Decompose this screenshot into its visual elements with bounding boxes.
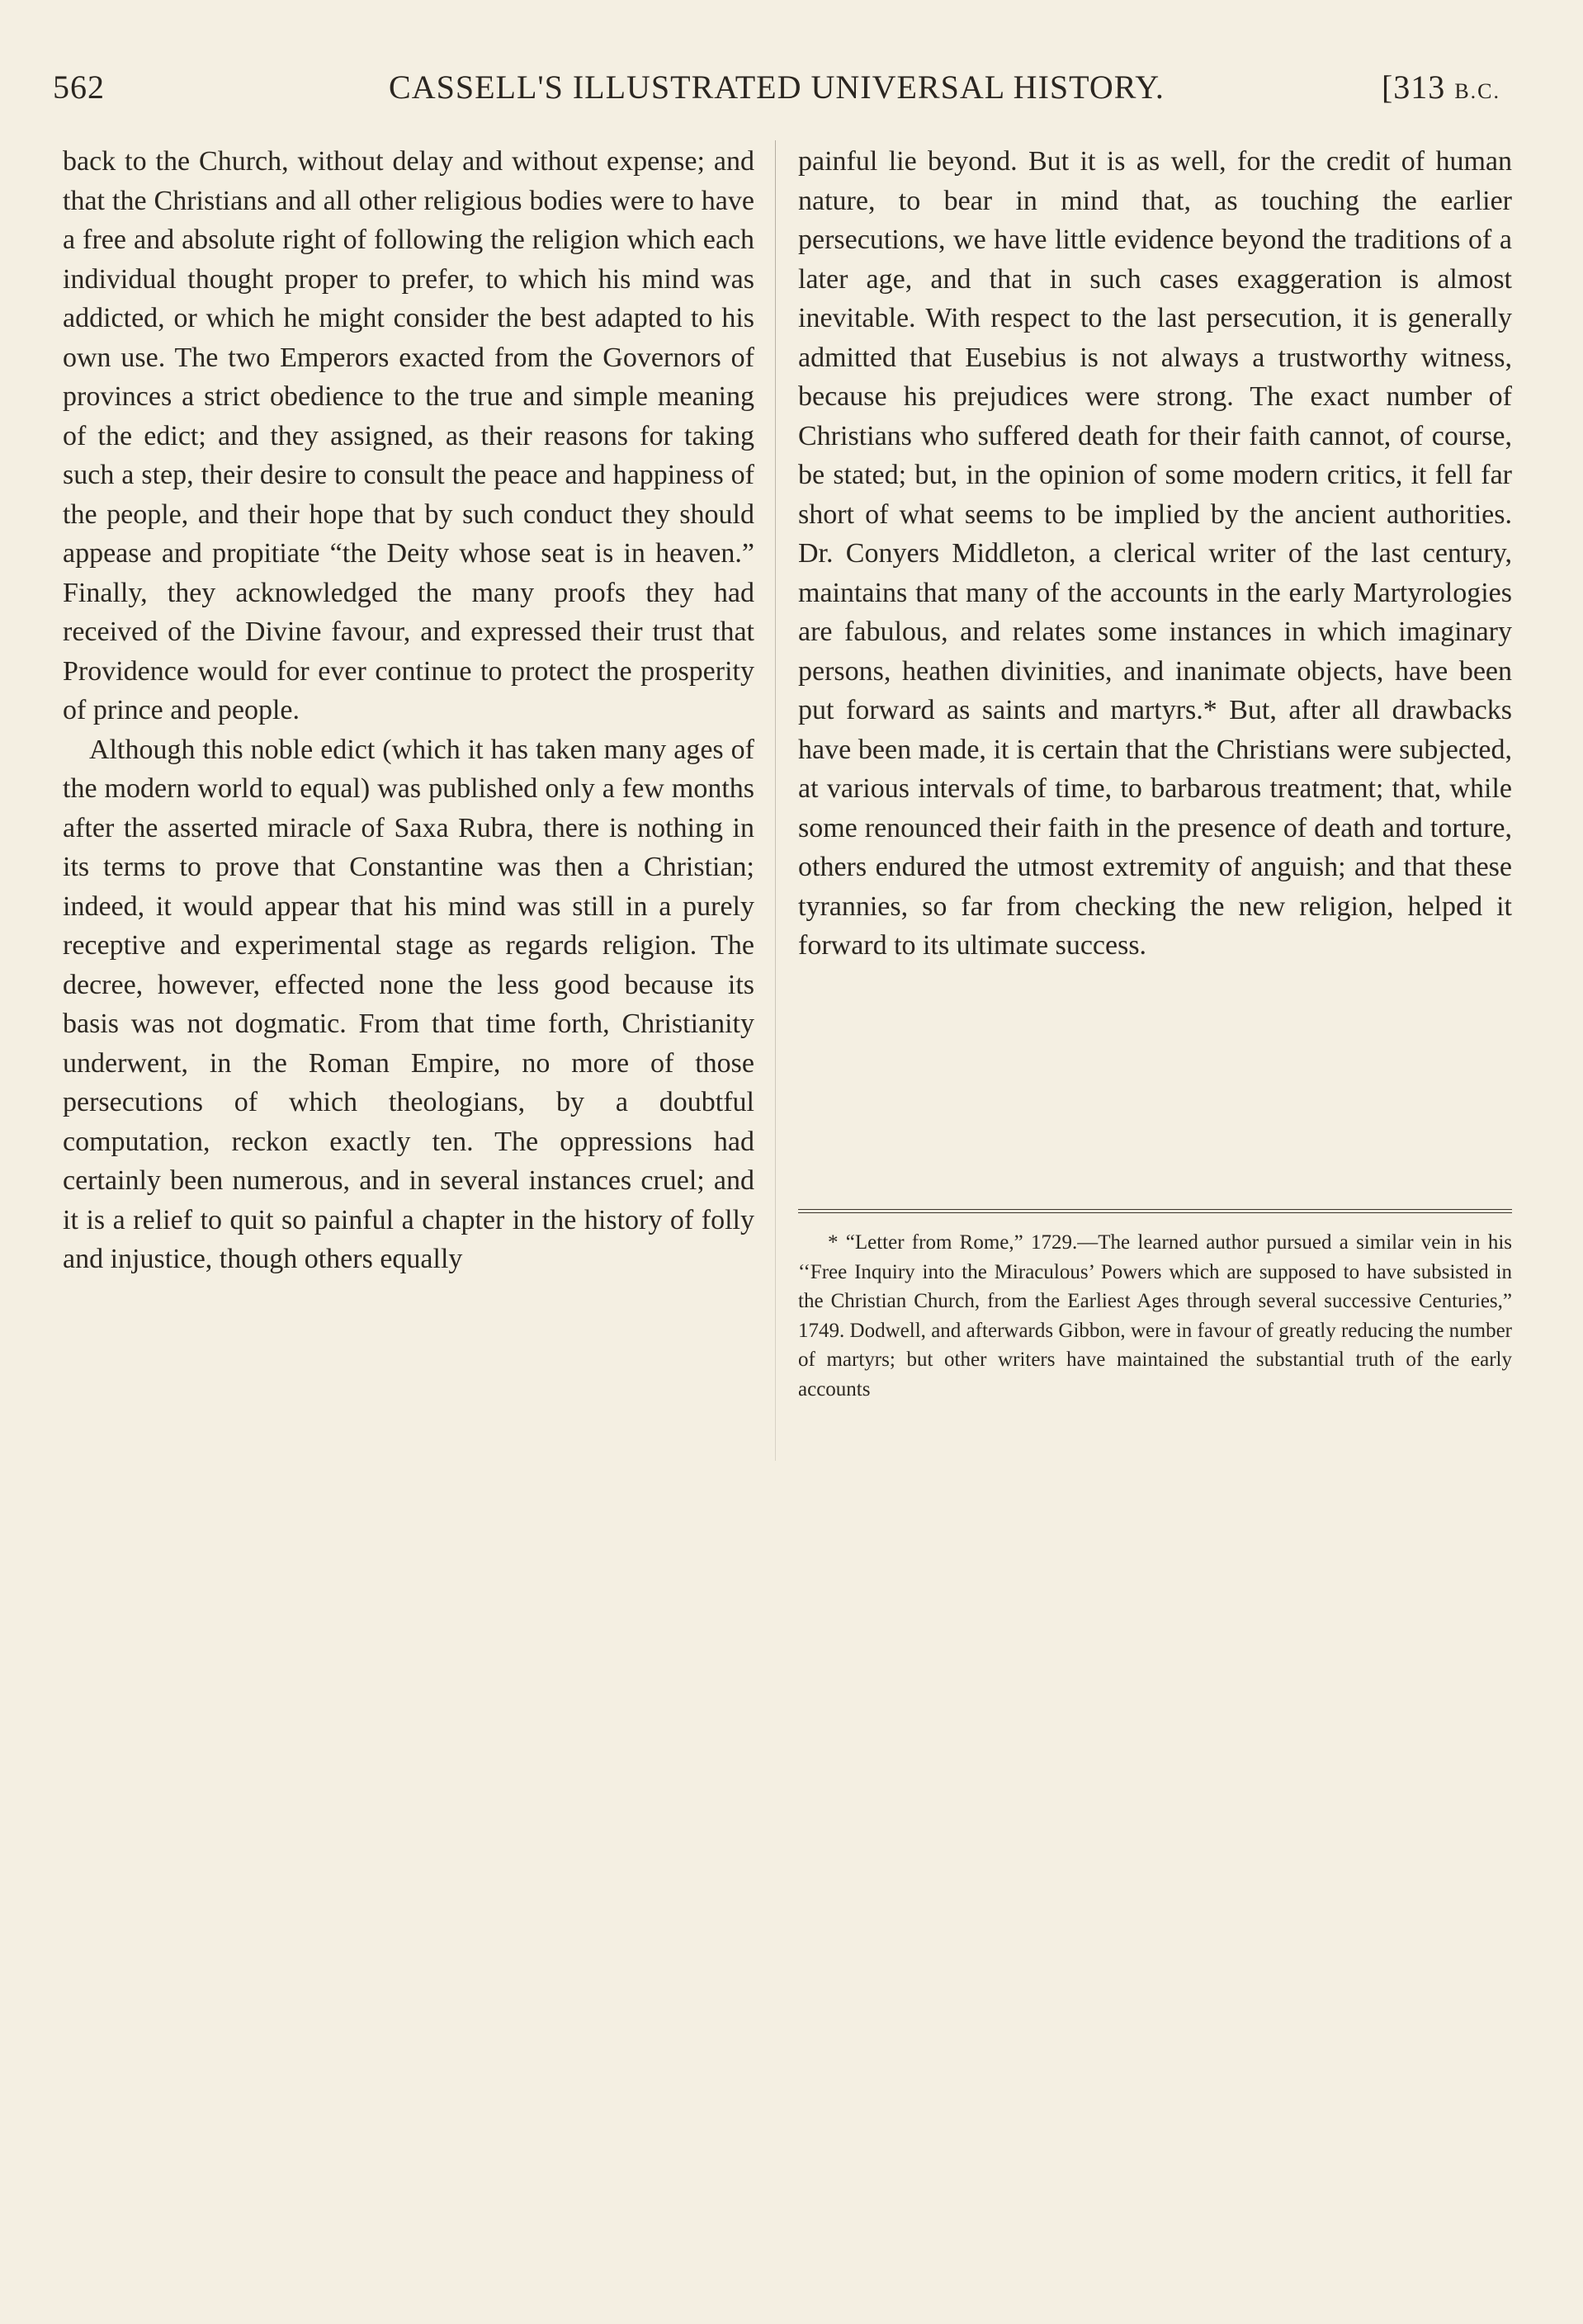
left-paragraph-2: Although this noble edict (which it has taken many ages of the modern world to equal) was published only a few months after the asserted miracle of Saxa Rubra, there is nothing in its terms to prove that Constantine was then a Christian; indeed, it would appear that his mind was still in a purely receptive and experimental stage as regards religion. The decree, however, effected none the less good because its basis was not dogmatic. From that time forth, Christianity underwent, in the Roman Empire, no more of those persecutions of which theologians, by a doubtful computation, reckon exactly ten. The oppressions had certainly been numerous, and in several instances cruel; and it is a relief to quit so painful a chapter in the history of folly and injustice, though others equally — [63, 734, 754, 1274]
footnote — [798, 1228, 1512, 1404]
year-marker — [1382, 68, 1500, 106]
running-header — [53, 68, 1500, 117]
year-era: B.C. — [1454, 79, 1500, 103]
right-paragraph-1: painful lie beyond. But it is as well, for the credit of human nature, to bear in mind that, as touching the earlier persecutions, we have little evidence beyond the traditions of a later age, and that in such cases exaggeration is almost inevitable. With respect to the last persecution, it is generally admitted that Eusebius is not always a trustworthy witness, because his prejudices were strong. The exact number of Christians who suffered death for their faith cannot, of course, be stated; but, in the opinion of some modern critics, it fell far short of what seems to be implied by the ancient authorities. Dr. Conyers Middleton, a clerical writer of the last century, maintains that many of the accounts in the early Martyrologies are fabulous, and relates some instances in which imaginary persons, heathen divinities, and inanimate objects, have been put forward as saints and martyrs.* But, after all drawbacks have been made, it is certain that the Christians were subjected, at various intervals of time, to barbarous treatment; that, while some renounced their faith in the presence of death and torture, others endured the utmost extremity of anguish; and that these tyrannies, so far from checking the new religion, helped it forward to its ultimate success. — [798, 146, 1512, 961]
column-divider — [775, 140, 776, 1461]
year-value: [313 — [1381, 68, 1446, 106]
book-title: CASSELL'S ILLUSTRATED UNIVERSAL HISTORY. — [389, 68, 1165, 106]
page-number: 562 — [53, 68, 105, 106]
right-column — [798, 142, 1512, 966]
footnote-text: * “Letter from Rome,” 1729.—The learned author pursued a similar vein in his ‘‘Free Inquiry into the Miraculous’ Powers which are supposed to have subsisted in the Christian Church, from the Earliest Ages through several successive Centuries,” 1749. Dodwell, and afterwards Gibbon, were in favour of greatly reducing the number of martyrs; but other writers have maintained the substantial truth of the early accounts — [798, 1231, 1512, 1401]
footnote-rule — [798, 1209, 1512, 1213]
left-column — [63, 142, 754, 1279]
left-paragraph-1: back to the Church, without delay and without expense; and that the Christians and all other religious bodies were to have a free and absolute right of following the religion which each individual thought proper to prefer, to which his mind was addicted, or which he might consider the best adapted to his own use. The two Emperors exacted from the Governors of provinces a strict obedience to the true and simple meaning of the edict; and they assigned, as their reasons for taking such a step, their desire to consult the peace and happiness of the people, and their hope that by such conduct they should appease and propitiate “the Deity whose seat is in heaven.” Finally, they acknowledged the many proofs they had received of the Divine favour, and expressed their trust that Providence would for ever continue to protect the prosperity of prince and people. — [63, 146, 754, 725]
